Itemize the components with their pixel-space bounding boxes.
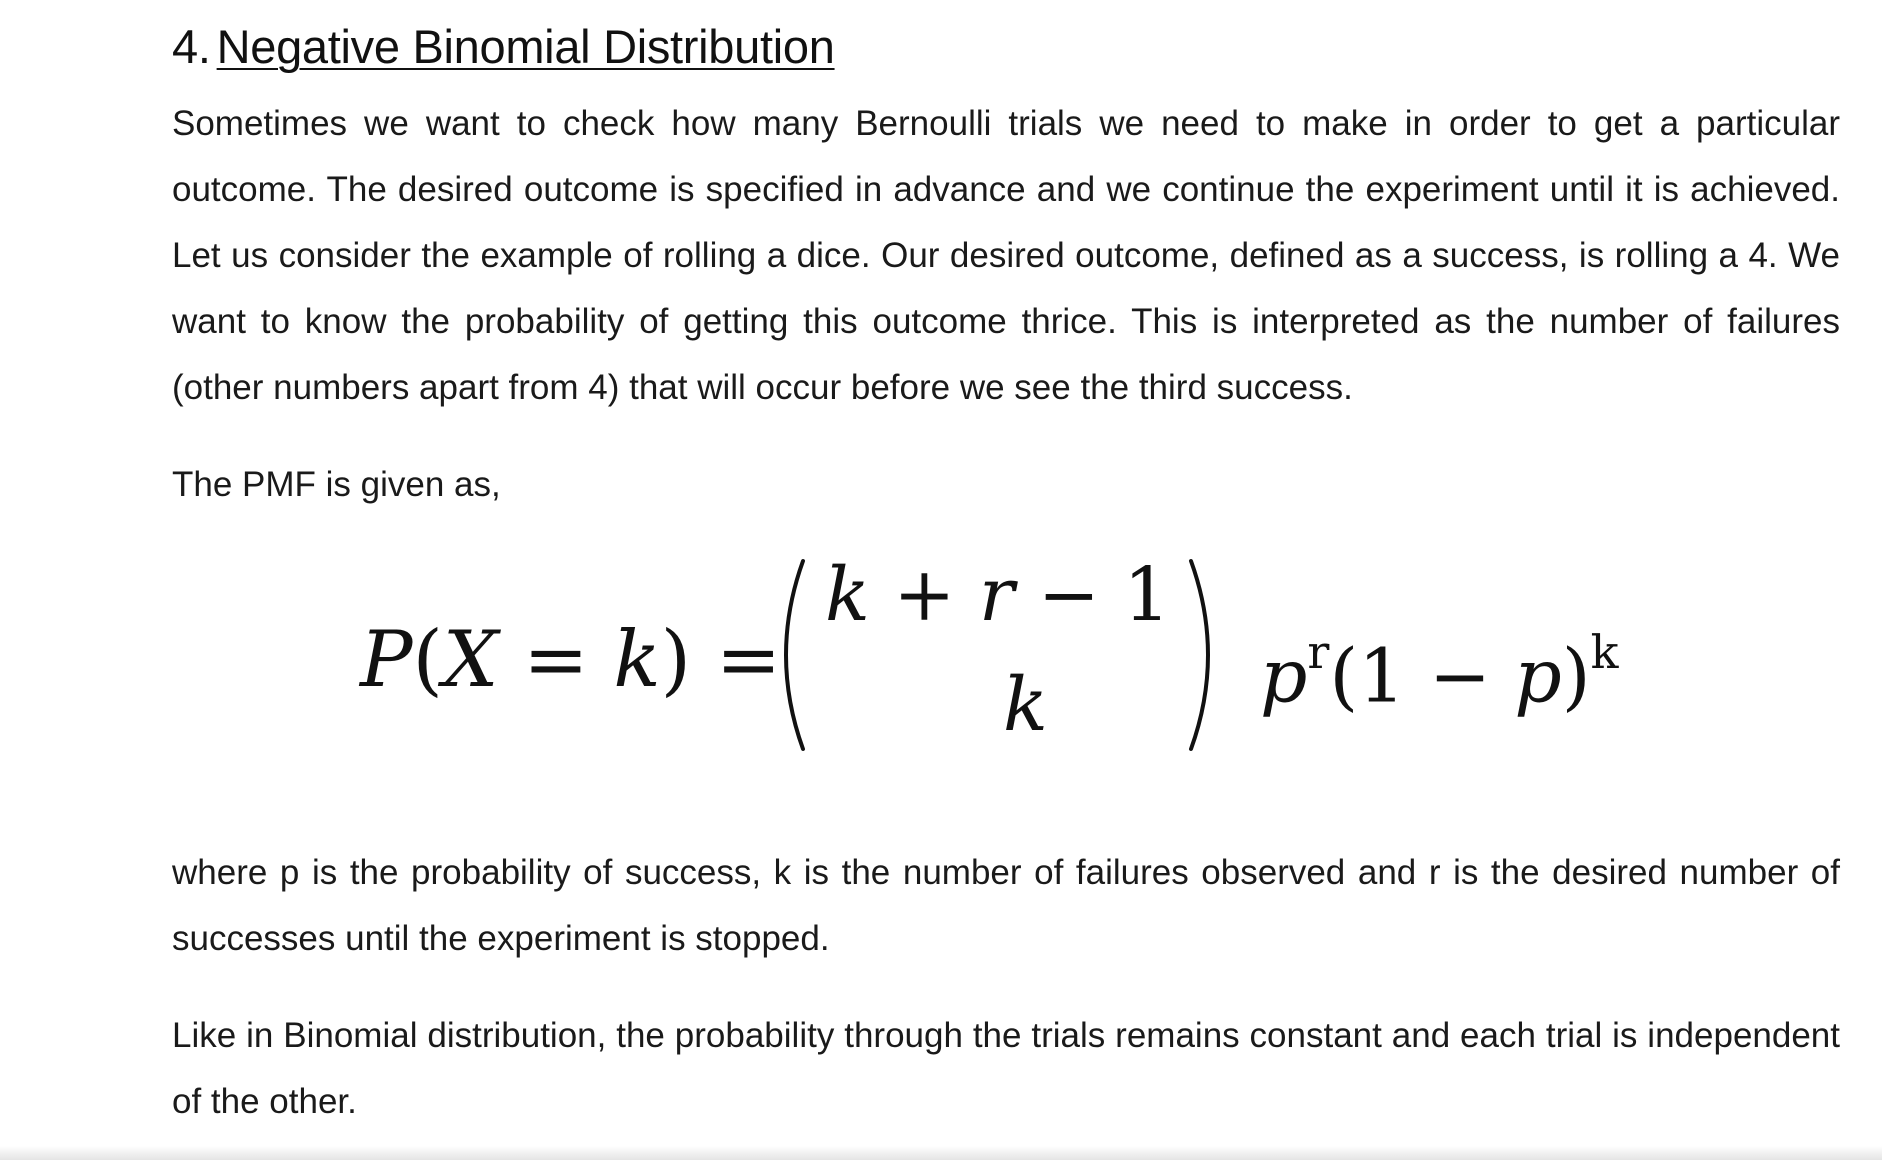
binomial-top-plus: + bbox=[869, 552, 979, 638]
formula-equals: = bbox=[691, 615, 782, 705]
formula-rhs-p: p bbox=[1260, 633, 1308, 720]
binomial-top-one: 1 bbox=[1123, 552, 1171, 638]
formula-rhs-p2: p bbox=[1514, 633, 1562, 720]
formula-lhs-open-paren: ( bbox=[412, 615, 443, 705]
section-title-link[interactable]: Negative Binomial Distribution bbox=[216, 20, 835, 73]
formula-rhs-group: (1 − bbox=[1329, 633, 1515, 720]
binomial-bottom: k bbox=[1003, 662, 1048, 748]
binomial-top bbox=[825, 552, 1171, 638]
formula-lhs-eq: = bbox=[498, 615, 614, 705]
formula-lhs-k: k bbox=[613, 615, 661, 705]
binomial-top-k: k bbox=[825, 552, 870, 638]
article-content bbox=[172, 0, 1840, 1121]
bottom-edge-shadow bbox=[0, 1146, 1882, 1160]
pmf-intro-text: The PMF is given as, bbox=[172, 465, 501, 504]
section-number: 4. bbox=[172, 20, 211, 73]
intro-paragraph: Sometimes we want to check how many Bernoulli trials we need to make in order to get a particular outcome. The desired outcome is specified in advance and we continue the experiment until it is achieved. Let us consider the example of rolling a dice. Our desired outcome, defined as a success, is rolling a 4. We want to know the probability of getting this outcome thrice. This is interpreted as the number of failures (other numbers apart from 4) that will occur before we see the third success. bbox=[172, 104, 1840, 407]
formula-lhs-p: P bbox=[360, 615, 413, 705]
binomial-right-paren bbox=[1185, 555, 1229, 755]
binomial-top-r: r bbox=[978, 552, 1015, 638]
formula-lhs-close-paren: ) bbox=[660, 615, 692, 705]
formula-rhs-close: ) bbox=[1561, 633, 1591, 720]
pmf-formula bbox=[360, 552, 1680, 765]
formula-lhs bbox=[360, 615, 781, 705]
formula-rhs bbox=[1260, 615, 1619, 722]
formula-lhs-x: X bbox=[442, 615, 499, 705]
section-heading bbox=[172, 0, 1840, 74]
formula-rhs-exp-k: k bbox=[1590, 625, 1619, 679]
binomial-top-minus: − bbox=[1014, 552, 1124, 638]
binomial-left-paren bbox=[765, 555, 809, 755]
formula-rhs-exp-r: r bbox=[1307, 625, 1330, 679]
like-paragraph: Like in Binomial distribution, the probability through the trials remains constant and each trial is independent of the other. bbox=[172, 1016, 1840, 1121]
where-paragraph: where p is the probability of success, k is the number of failures observed and r is the desired number of successes until the experiment is stopped. bbox=[172, 853, 1840, 958]
